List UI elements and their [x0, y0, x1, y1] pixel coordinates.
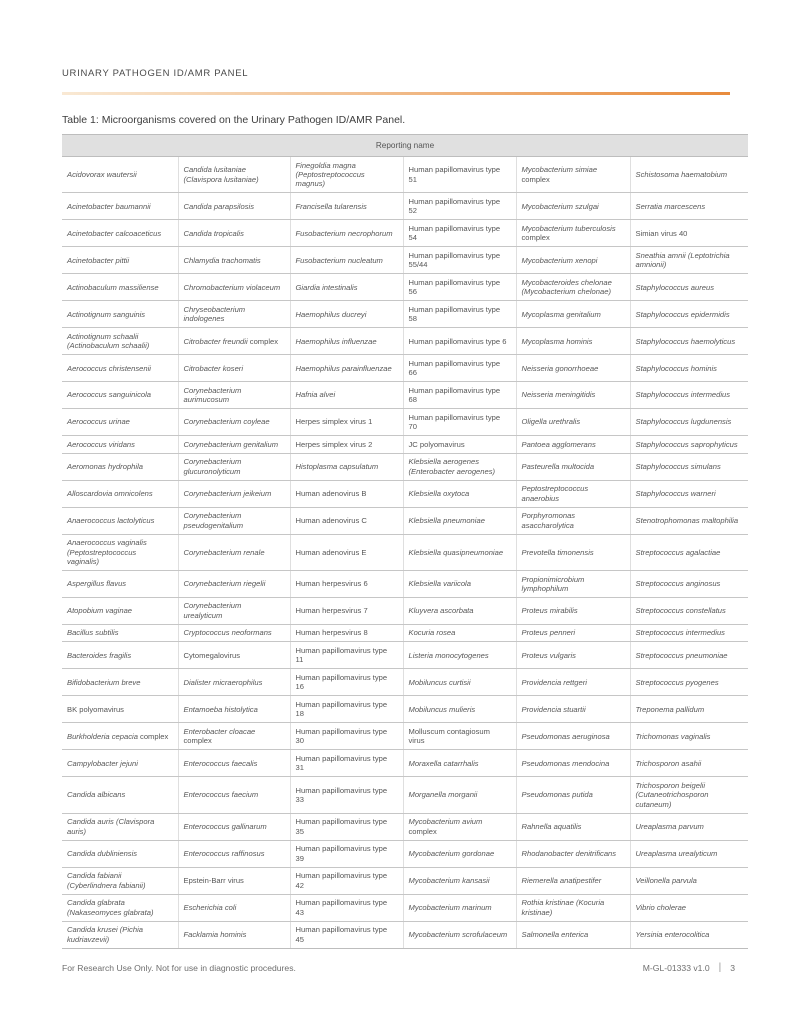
organism-cell: Giardia intestinalis	[290, 274, 403, 301]
organism-cell: Herpes simplex virus 1	[290, 409, 403, 436]
organism-cell: Kluyvera ascorbata	[403, 597, 516, 624]
organism-cell: Moraxella catarrhalis	[403, 750, 516, 777]
organism-cell: Mobiluncus curtisii	[403, 669, 516, 696]
organism-cell: Mycobacterium tuberculosis complex	[516, 220, 630, 247]
organism-cell: Human papillomavirus type 42	[290, 867, 403, 894]
organism-cell: Chryseobacterium indologenes	[178, 301, 290, 328]
organism-cell: Staphylococcus simulans	[630, 453, 748, 480]
organism-cell: Neisseria meningitidis	[516, 382, 630, 409]
organism-cell: Simian virus 40	[630, 220, 748, 247]
organism-cell: Mycoplasma hominis	[516, 328, 630, 355]
organism-cell: Human papillomavirus type 45	[290, 921, 403, 948]
organism-cell: Alloscardovia omnicolens	[62, 480, 178, 507]
organism-cell: Human papillomavirus type 6	[403, 328, 516, 355]
organism-cell: Staphylococcus haemolyticus	[630, 328, 748, 355]
footer-research-notice: For Research Use Only. Not for use in diagnostic procedures.	[62, 962, 296, 973]
table-row	[62, 867, 748, 894]
organism-cell: Kocuria rosea	[403, 624, 516, 641]
organism-cell: Human herpesvirus 8	[290, 624, 403, 641]
organism-cell: Ureaplasma urealyticum	[630, 840, 748, 867]
organism-cell: Klebsiella pneumoniae	[403, 507, 516, 534]
organism-cell: Human papillomavirus type 55/44	[403, 247, 516, 274]
organism-cell: Escherichia coli	[178, 894, 290, 921]
organism-cell: Fusobacterium necrophorum	[290, 220, 403, 247]
organism-cell: Human papillomavirus type 11	[290, 642, 403, 669]
organism-cell: Corynebacterium riegelii	[178, 571, 290, 598]
organism-cell: Yersinia enterocolitica	[630, 921, 748, 948]
organism-cell: Acinetobacter pittii	[62, 247, 178, 274]
table-row	[62, 436, 748, 453]
organism-cell: Herpes simplex virus 2	[290, 436, 403, 453]
organism-cell: Enterococcus raffinosus	[178, 840, 290, 867]
table-row	[62, 921, 748, 948]
organism-cell: Human herpesvirus 7	[290, 597, 403, 624]
organism-cell: Streptococcus agalactiae	[630, 534, 748, 570]
organism-cell: Candida glabrata (Nakaseomyces glabrata)	[62, 894, 178, 921]
organism-cell: Human papillomavirus type 51	[403, 157, 516, 193]
organism-cell: Corynebacterium renale	[178, 534, 290, 570]
organism-cell: Mycobacterium xenopi	[516, 247, 630, 274]
organism-cell: Human papillomavirus type 58	[403, 301, 516, 328]
organism-cell: Human papillomavirus type 56	[403, 274, 516, 301]
organism-cell: Streptococcus pyogenes	[630, 669, 748, 696]
footer-separator: |	[718, 962, 722, 973]
organism-cell: Corynebacterium genitalium	[178, 436, 290, 453]
table-row	[62, 453, 748, 480]
organism-cell: Veillonella parvula	[630, 867, 748, 894]
organism-cell: Corynebacterium aurimucosum	[178, 382, 290, 409]
organism-cell: Vibrio cholerae	[630, 894, 748, 921]
organism-cell: Schistosoma haematobium	[630, 157, 748, 193]
organism-cell: Morganella morganii	[403, 777, 516, 813]
organism-cell: Epstein-Barr virus	[178, 867, 290, 894]
organism-cell: Staphylococcus lugdunensis	[630, 409, 748, 436]
document-header-title: URINARY PATHOGEN ID/AMR PANEL	[62, 68, 249, 79]
table-row	[62, 642, 748, 669]
organism-cell: Treponema pallidum	[630, 696, 748, 723]
organism-cell: Bifidobacterium breve	[62, 669, 178, 696]
organism-cell: Salmonella enterica	[516, 921, 630, 948]
accent-divider-rule	[62, 92, 730, 95]
organism-cell: Sneathia amnii (Leptotrichia amnionii)	[630, 247, 748, 274]
organism-cell: Trichosporon beigelii (Cutaneotrichosporon cutaneum)	[630, 777, 748, 813]
organism-cell: Bacteroides fragilis	[62, 642, 178, 669]
table-row	[62, 157, 748, 193]
organism-cell: Streptococcus constellatus	[630, 597, 748, 624]
table-row	[62, 669, 748, 696]
table-row	[62, 750, 748, 777]
organism-cell: Aerococcus viridans	[62, 436, 178, 453]
table-row	[62, 480, 748, 507]
organism-cell: Histoplasma capsulatum	[290, 453, 403, 480]
organism-cell: Actinotignum sanguinis	[62, 301, 178, 328]
organism-cell: Staphylococcus intermedius	[630, 382, 748, 409]
organism-cell: Rothia kristinae (Kocuria kristinae)	[516, 894, 630, 921]
organism-cell: Corynebacterium pseudogenitalium	[178, 507, 290, 534]
organism-cell: Anaerococcus lactolyticus	[62, 507, 178, 534]
organism-cell: Porphyromonas asaccharolytica	[516, 507, 630, 534]
organism-cell: Haemophilus influenzae	[290, 328, 403, 355]
organism-cell: Prevotella timonensis	[516, 534, 630, 570]
organism-cell: Ureaplasma parvum	[630, 813, 748, 840]
organism-cell: Human papillomavirus type 39	[290, 840, 403, 867]
organism-cell: Staphylococcus aureus	[630, 274, 748, 301]
organism-cell: Providencia stuartii	[516, 696, 630, 723]
table-row	[62, 274, 748, 301]
organism-cell: Human papillomavirus type 43	[290, 894, 403, 921]
organism-cell: Citrobacter freundii complex	[178, 328, 290, 355]
organism-cell: Human papillomavirus type 66	[403, 355, 516, 382]
organism-cell: Bacillus subtilis	[62, 624, 178, 641]
organism-cell: Pseudomonas mendocina	[516, 750, 630, 777]
organism-cell: Peptostreptococcus anaerobius	[516, 480, 630, 507]
table-row	[62, 777, 748, 813]
organism-cell: Serratia marcescens	[630, 193, 748, 220]
organism-cell: Pasteurella multocida	[516, 453, 630, 480]
organism-cell: Streptococcus intermedius	[630, 624, 748, 641]
organism-cell: Klebsiella quasipneumoniae	[403, 534, 516, 570]
footer-page-number: 3	[730, 962, 735, 973]
organism-cell: Neisseria gonorrhoeae	[516, 355, 630, 382]
organism-cell: Staphylococcus hominis	[630, 355, 748, 382]
table-header-row	[62, 135, 748, 157]
organism-cell: Aerococcus christensenii	[62, 355, 178, 382]
organism-cell: Rahnella aquatilis	[516, 813, 630, 840]
organism-cell: Aerococcus sanguinicola	[62, 382, 178, 409]
organism-cell: Mobiluncus mulieris	[403, 696, 516, 723]
organism-cell: Human herpesvirus 6	[290, 571, 403, 598]
organism-cell: Proteus penneri	[516, 624, 630, 641]
organism-cell: Human papillomavirus type 52	[403, 193, 516, 220]
organism-cell: Fusobacterium nucleatum	[290, 247, 403, 274]
table-row	[62, 193, 748, 220]
organism-cell: Klebsiella aerogenes (Enterobacter aerogenes)	[403, 453, 516, 480]
organism-cell: Pantoea agglomerans	[516, 436, 630, 453]
organism-cell: Mycobacterium avium complex	[403, 813, 516, 840]
organism-cell: Candida fabianii (Cyberlindnera fabianii)	[62, 867, 178, 894]
footer-document-id: M-GL-01333 v1.0	[642, 962, 710, 973]
organism-cell: Trichomonas vaginalis	[630, 723, 748, 750]
table-row	[62, 409, 748, 436]
organism-table-body	[62, 157, 748, 949]
organism-cell: Chromobacterium violaceum	[178, 274, 290, 301]
organism-cell: Finegoldia magna (Peptostreptococcus magnus)	[290, 157, 403, 193]
organism-cell: Staphylococcus epidermidis	[630, 301, 748, 328]
organism-cell: Human papillomavirus type 33	[290, 777, 403, 813]
organism-cell: Entamoeba histolytica	[178, 696, 290, 723]
organism-cell: Proteus vulgaris	[516, 642, 630, 669]
organism-cell: Cytomegalovirus	[178, 642, 290, 669]
organism-cell: Stenotrophomonas maltophilia	[630, 507, 748, 534]
organism-cell: Candida parapsilosis	[178, 193, 290, 220]
organism-cell: Mycobacterium gordonae	[403, 840, 516, 867]
organism-cell: Human papillomavirus type 35	[290, 813, 403, 840]
organism-cell: Haemophilus parainfluenzae	[290, 355, 403, 382]
organism-cell: Enterococcus faecalis	[178, 750, 290, 777]
organism-cell: Aerococcus urinae	[62, 409, 178, 436]
table-caption: Table 1: Microorganisms covered on the Urinary Pathogen ID/AMR Panel.	[62, 114, 406, 126]
organism-cell: Dialister micraerophilus	[178, 669, 290, 696]
organism-cell: Candida tropicalis	[178, 220, 290, 247]
organism-cell: Enterococcus gallinarum	[178, 813, 290, 840]
organism-cell: Anaerococcus vaginalis (Peptostreptococcus vaginalis)	[62, 534, 178, 570]
organism-cell: Candida albicans	[62, 777, 178, 813]
organism-cell: Human adenovirus B	[290, 480, 403, 507]
organism-cell: Human papillomavirus type 68	[403, 382, 516, 409]
organism-cell: Acinetobacter calcoaceticus	[62, 220, 178, 247]
organism-cell: Cryptococcus neoformans	[178, 624, 290, 641]
organism-cell: Mycobacterium scrofulaceum	[403, 921, 516, 948]
organism-cell: Listeria monocytogenes	[403, 642, 516, 669]
organism-cell: Mycobacterium marinum	[403, 894, 516, 921]
organism-cell: Facklamia hominis	[178, 921, 290, 948]
organism-cell: Citrobacter koseri	[178, 355, 290, 382]
table-row	[62, 328, 748, 355]
table-row	[62, 507, 748, 534]
organism-cell: Staphylococcus saprophyticus	[630, 436, 748, 453]
organism-cell: Actinotignum schaalii (Actinobaculum schaalii)	[62, 328, 178, 355]
organism-cell: Mycobacterium szulgai	[516, 193, 630, 220]
organism-cell: Chlamydia trachomatis	[178, 247, 290, 274]
organism-cell: Human papillomavirus type 18	[290, 696, 403, 723]
organism-cell: Acidovorax wautersii	[62, 157, 178, 193]
table-row	[62, 534, 748, 570]
table-row	[62, 301, 748, 328]
table-row	[62, 220, 748, 247]
table-row	[62, 894, 748, 921]
organism-cell: Human papillomavirus type 70	[403, 409, 516, 436]
organism-cell: Corynebacterium coyleae	[178, 409, 290, 436]
footer-right-group	[643, 962, 735, 973]
organism-cell: Enterobacter cloacae complex	[178, 723, 290, 750]
organism-cell: Burkholderia cepacia complex	[62, 723, 178, 750]
organism-cell: Human papillomavirus type 16	[290, 669, 403, 696]
organism-table	[62, 134, 748, 949]
table-row	[62, 840, 748, 867]
organism-cell: Human papillomavirus type 54	[403, 220, 516, 247]
organism-cell: Corynebacterium jeikeium	[178, 480, 290, 507]
table-row	[62, 571, 748, 598]
organism-cell: Aeromonas hydrophila	[62, 453, 178, 480]
organism-cell: Candida krusei (Pichia kudriavzevii)	[62, 921, 178, 948]
table-row	[62, 624, 748, 641]
organism-cell: Molluscum contagiosum virus	[403, 723, 516, 750]
organism-cell: Candida lusitaniae (Clavispora lusitaniae)	[178, 157, 290, 193]
organism-cell: Proteus mirabilis	[516, 597, 630, 624]
organism-cell: Streptococcus anginosus	[630, 571, 748, 598]
organism-cell: Pseudomonas putida	[516, 777, 630, 813]
organism-cell: Actinobaculum massiliense	[62, 274, 178, 301]
table-header-reporting-name: Reporting name	[62, 135, 748, 157]
organism-cell: Propionimicrobium lymphophilum	[516, 571, 630, 598]
table-row	[62, 597, 748, 624]
organism-cell: Corynebacterium urealyticum	[178, 597, 290, 624]
organism-cell: Rhodanobacter denitrificans	[516, 840, 630, 867]
organism-cell: Candida dubliniensis	[62, 840, 178, 867]
organism-cell: BK polyomavirus	[62, 696, 178, 723]
organism-cell: Enterococcus faecium	[178, 777, 290, 813]
organism-cell: Human papillomavirus type 30	[290, 723, 403, 750]
organism-cell: Aspergillus flavus	[62, 571, 178, 598]
organism-cell: Klebsiella variicola	[403, 571, 516, 598]
organism-cell: Acinetobacter baumannii	[62, 193, 178, 220]
organism-cell: Campylobacter jejuni	[62, 750, 178, 777]
organism-cell: Corynebacterium glucuronolyticum	[178, 453, 290, 480]
table-row	[62, 382, 748, 409]
table-row	[62, 723, 748, 750]
organism-cell: Haemophilus ducreyi	[290, 301, 403, 328]
organism-cell: Providencia rettgeri	[516, 669, 630, 696]
organism-cell: Francisella tularensis	[290, 193, 403, 220]
organism-cell: Streptococcus pneumoniae	[630, 642, 748, 669]
organism-cell: Pseudomonas aeruginosa	[516, 723, 630, 750]
organism-cell: Mycoplasma genitalium	[516, 301, 630, 328]
table-row	[62, 355, 748, 382]
organism-cell: Mycobacterium kansasii	[403, 867, 516, 894]
organism-cell: Mycobacterium simiae complex	[516, 157, 630, 193]
organism-cell: Human adenovirus E	[290, 534, 403, 570]
organism-cell: Atopobium vaginae	[62, 597, 178, 624]
organism-cell: Human papillomavirus type 31	[290, 750, 403, 777]
organism-cell: Mycobacteroides chelonae (Mycobacterium chelonae)	[516, 274, 630, 301]
organism-cell: Candida auris (Clavispora auris)	[62, 813, 178, 840]
organism-cell: Oligella urethralis	[516, 409, 630, 436]
table-row	[62, 247, 748, 274]
organism-cell: Klebsiella oxytoca	[403, 480, 516, 507]
table-row	[62, 813, 748, 840]
table-row	[62, 696, 748, 723]
organism-cell: Trichosporon asahii	[630, 750, 748, 777]
organism-cell: Human adenovirus C	[290, 507, 403, 534]
organism-cell: Staphylococcus warneri	[630, 480, 748, 507]
organism-cell: JC polyomavirus	[403, 436, 516, 453]
page-footer	[62, 962, 735, 973]
organism-cell: Riemerella anatipestifer	[516, 867, 630, 894]
organism-cell: Hafnia alvei	[290, 382, 403, 409]
